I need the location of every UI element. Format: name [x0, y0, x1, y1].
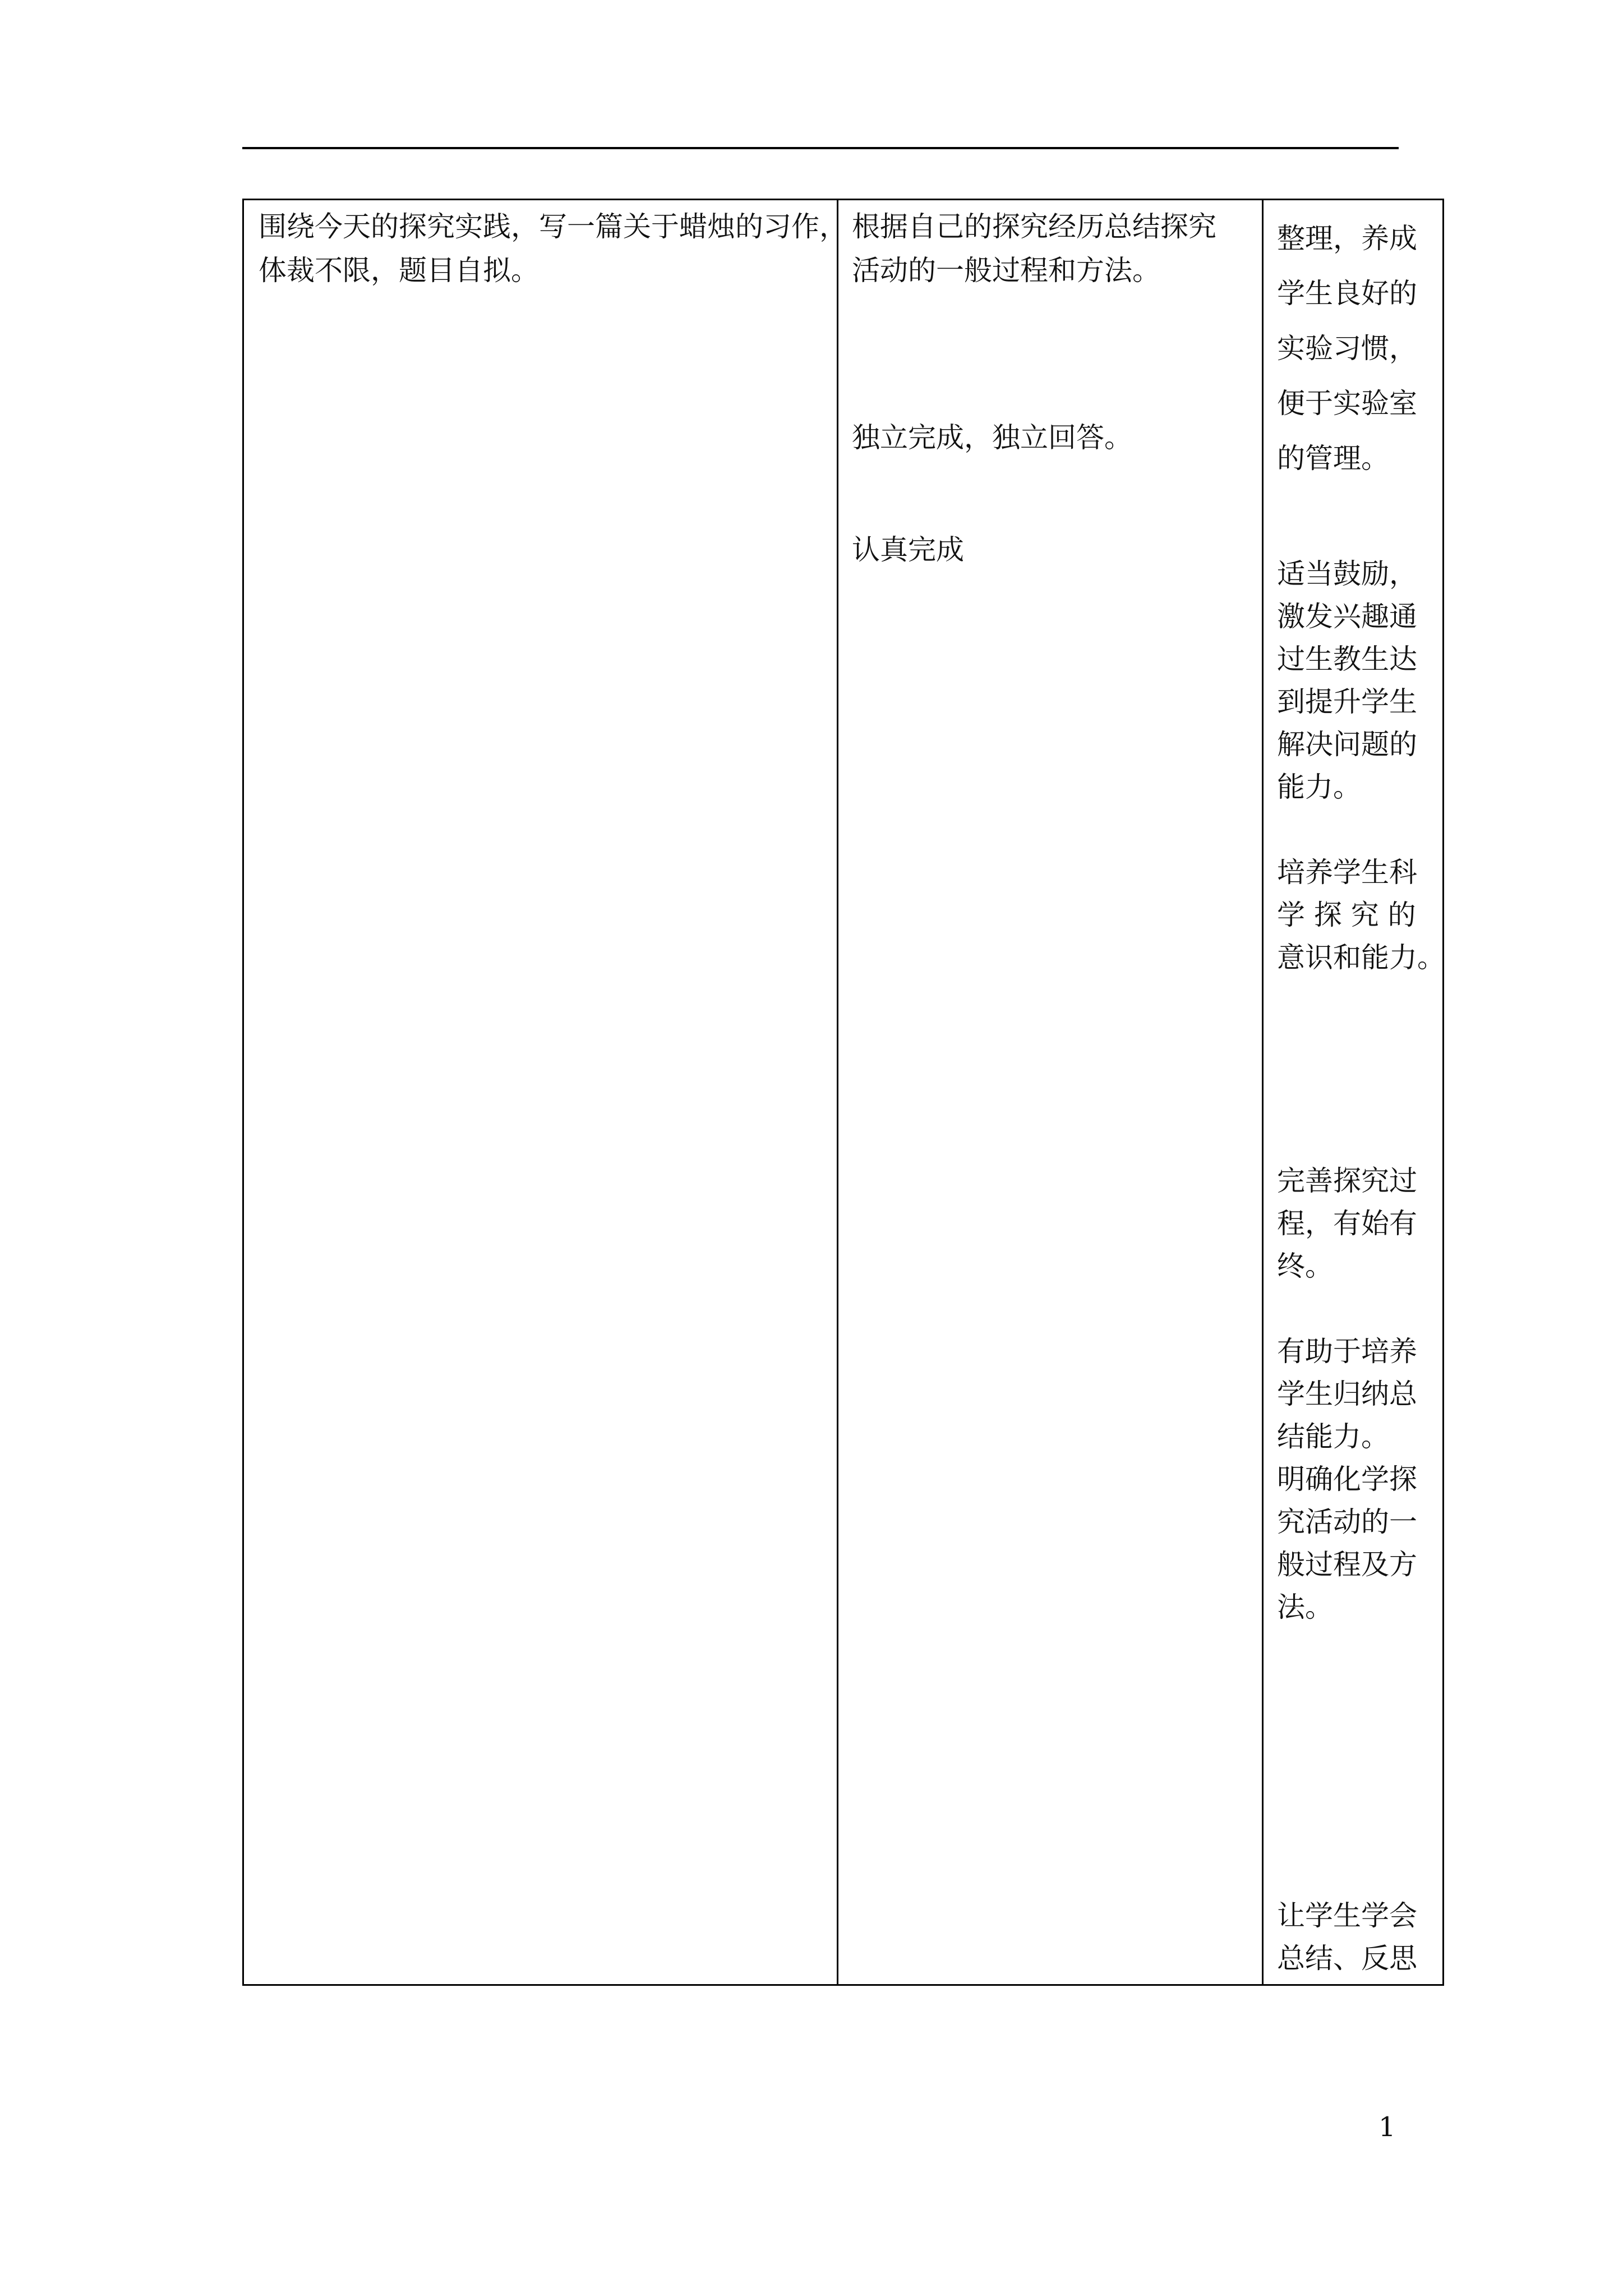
cell-text: 程，有始有 — [1277, 1207, 1417, 1240]
cell-text: 总结、反思 — [1277, 1942, 1417, 1975]
cell-text: 终。 — [1277, 1250, 1333, 1282]
cell-text: 学生良好的 — [1277, 277, 1417, 310]
cell-text: 解决问题的 — [1277, 728, 1417, 761]
cell-text: 独立完成，独立回答。 — [852, 421, 1132, 454]
cell-text: 的管理。 — [1277, 442, 1389, 475]
table-row — [243, 200, 1444, 1985]
cell-text: 适当鼓励， — [1277, 558, 1417, 590]
cell-text: 法。 — [1277, 1591, 1333, 1623]
cell-text: 有助于培养 — [1277, 1335, 1417, 1368]
cell-text: 结能力。 — [1277, 1420, 1389, 1453]
teacher-activity-cell — [243, 200, 847, 1985]
header-rule — [242, 147, 1399, 149]
cell-text: 完善探究过 — [1277, 1165, 1417, 1197]
cell-text: 认真完成 — [852, 533, 964, 566]
cell-text: 明确化学探 — [1277, 1463, 1417, 1496]
cell-text: 围绕今天的探究实践，写一篇关于蜡烛的习作， — [259, 210, 847, 243]
cell-text: 学生归纳总 — [1277, 1378, 1417, 1410]
cell-text: 根据自己的探究经历总结探究 — [852, 210, 1216, 243]
cell-text: 便于实验室 — [1277, 387, 1417, 420]
student-activity-cell — [838, 200, 1263, 1985]
cell-text: 培养学生科 — [1277, 856, 1417, 889]
cell-text: 能力。 — [1277, 771, 1361, 803]
design-intent-cell — [1263, 200, 1444, 1985]
cell-text: 过生教生达 — [1277, 643, 1417, 675]
cell-text: 到提升学生 — [1277, 685, 1417, 718]
cell-text: 般过程及方 — [1277, 1548, 1417, 1581]
cell-text: 活动的一般过程和方法。 — [852, 254, 1160, 287]
cell-text: 意识和能力。 — [1277, 941, 1445, 974]
cell-text: 究活动的一 — [1277, 1506, 1417, 1538]
cell-text: 体裁不限，题目自拟。 — [259, 254, 539, 287]
cell-text: 学 探 究 的 — [1277, 899, 1416, 931]
cell-text: 让学生学会 — [1277, 1899, 1417, 1932]
cell-text: 实验习惯， — [1277, 332, 1417, 365]
cell-text: 激发兴趣通 — [1277, 600, 1417, 633]
lesson-plan-table — [242, 199, 1444, 1986]
page-number: 1 — [1378, 2111, 1396, 2143]
cell-text: 整理，养成 — [1277, 222, 1417, 255]
